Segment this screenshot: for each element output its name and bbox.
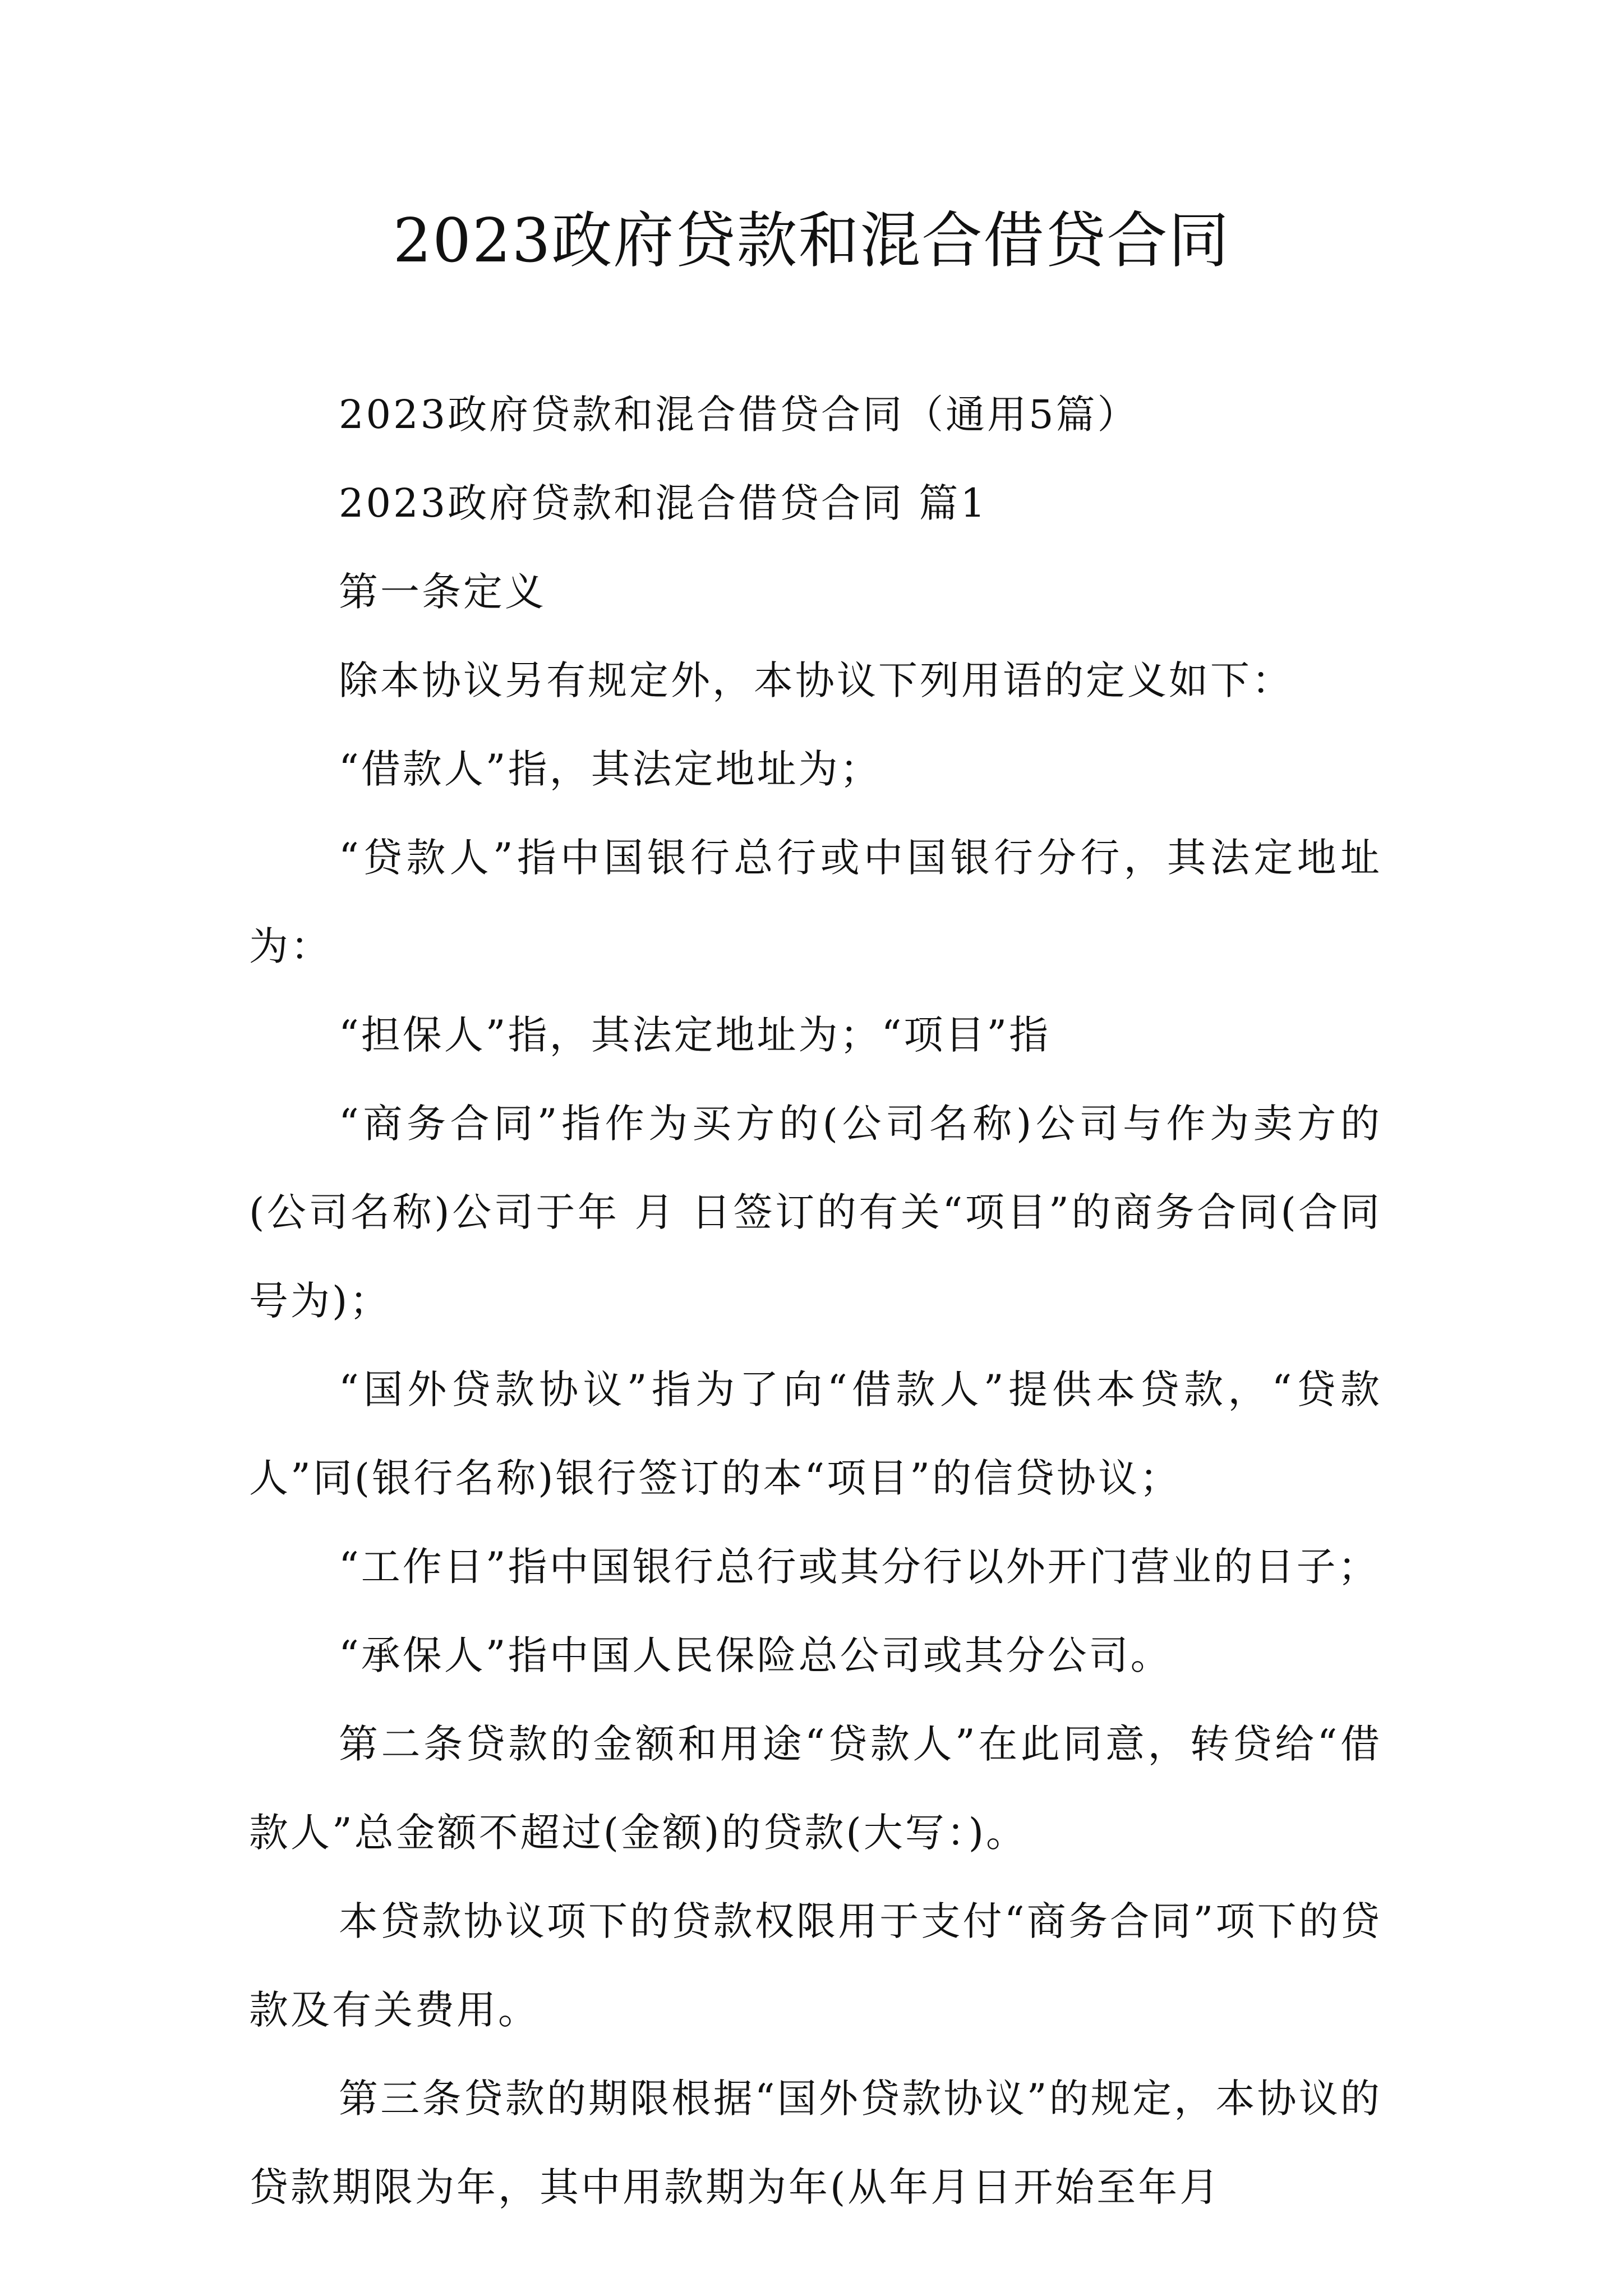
- paragraph-guarantor-definition: “担保人”指，其法定地址为；“项目”指: [339, 1012, 1051, 1058]
- paragraph-borrower-definition: “借款人”指，其法定地址为；: [339, 746, 882, 792]
- document-title: 2023政府贷款和混合借贷合同: [393, 206, 1230, 276]
- paragraph-definitions-intro: 除本协议另有规定外，本协议下列用语的定义如下：: [339, 657, 1293, 703]
- paragraph-working-day-definition: “工作日”指中国银行总行或其分行以外开门营业的日子；: [339, 1544, 1380, 1590]
- paragraph-section-heading: 2023政府贷款和混合借贷合同 篇1: [339, 480, 988, 526]
- paragraph-loan-usage: 本贷款协议项下的贷款权限用于支付“商务合同”项下的贷款及有关费用。: [249, 1898, 1382, 2033]
- paragraph-lender-definition: “贷款人”指中国银行总行或中国银行分行，其法定地址为：: [249, 835, 1382, 969]
- paragraph-commercial-contract-definition: “商务合同”指作为买方的(公司名称)公司与作为卖方的(公司名称)公司于年 月 日签订的有关“项目”的商务合同(合同号为)；: [249, 1101, 1382, 1324]
- document-body: [249, 370, 1382, 2231]
- paragraph-article-1-title: 第一条定义: [339, 569, 546, 615]
- paragraph-article-2-amount: 第二条贷款的金额和用途“贷款人”在此同意，转贷给“借款人”总金额不超过(金额)的贷款(大写：)。: [249, 1721, 1382, 1856]
- paragraph-subtitle: 2023政府贷款和混合借贷合同（通用5篇）: [339, 392, 1139, 438]
- paragraph-article-3-term: 第三条贷款的期限根据“国外贷款协议”的规定，本协议的贷款期限为年，其中用款期为年(从年月日开始至年月: [249, 2076, 1382, 2210]
- paragraph-foreign-loan-agreement-definition: “国外贷款协议”指为了向“借款人”提供本贷款，“贷款人”同(银行名称)银行签订的本“项目”的信贷协议；: [249, 1366, 1382, 1501]
- paragraph-insurer-definition: “承保人”指中国人民保险总公司或其分公司。: [339, 1632, 1172, 1678]
